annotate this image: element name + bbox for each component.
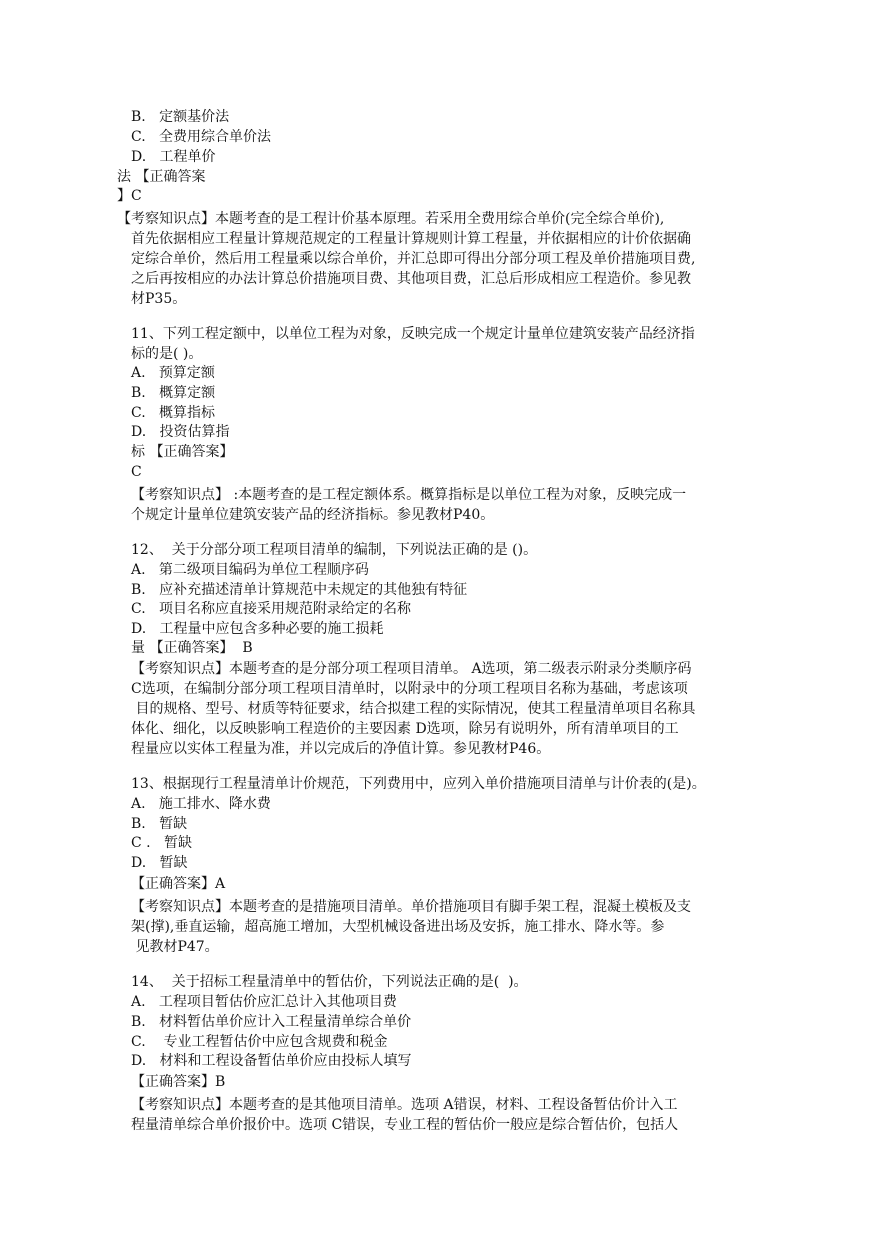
text-line: 【考察知识点】 :本题考查的是工程定额体系。概算指标是以单位工程为对象，反映完成一: [131, 487, 687, 503]
text-line: 标的是( )。: [131, 346, 203, 362]
text-line: 标 【正确答案】: [131, 444, 234, 460]
text-line: A. 施工排水、降水费: [131, 796, 271, 812]
text-line: C选项，在编制分部分项工程项目清单时，以附录中的分项工程项目名称为基础，考虑该项: [131, 681, 688, 697]
text-line: B. 概算定额: [131, 385, 216, 401]
text-line: C. 项目名称应直接采用规范附录给定的名称: [131, 601, 412, 617]
text-line: A. 第二级项目编码为单位工程顺序码: [131, 562, 369, 578]
text-line: 12、 关于分部分项工程项目清单的编制，下列说法正确的是 ()。: [131, 542, 538, 558]
text-line: A. 工程项目暂估价应汇总计入其他项目费: [131, 994, 397, 1010]
text-line: 【考察知识点】本题考查的是工程计价基本原理。若采用全费用综合单价(完全综合单价),: [117, 211, 665, 227]
text-line: C. 概算指标: [131, 405, 216, 421]
text-line: C . 暂缺: [131, 835, 192, 851]
text-line: 之后再按相应的办法计算总价措施项目费、其他项目费，汇总后形成相应工程造价。参见教: [131, 271, 691, 287]
text-line: D. 工程量中应包含多种必要的施工损耗: [131, 621, 384, 637]
text-line: 个规定计量单位建筑安装产品的经济指标。参见教材P40。: [131, 507, 495, 523]
text-line: D. 暂缺: [131, 855, 188, 871]
text-line: 目的规格、型号、材质等特征要求，结合拟建工程的实际情况，使其工程量清单项目名称具: [131, 701, 696, 717]
text-line: 【考察知识点】本题考查的是分部分项工程项目清单。 A选项，第二级表示附录分类顺序码: [131, 661, 692, 677]
text-line: A. 预算定额: [131, 365, 215, 381]
text-line: 13、根据现行工程量清单计价规范，下列费用中，应列入单价措施项目清单与计价表的(是)。: [131, 776, 706, 792]
text-line: 见教材P47。: [131, 939, 219, 955]
text-line: 材P35。: [131, 291, 187, 307]
text-line: 】C: [117, 188, 142, 204]
text-line: 体化、细化，以反映影响工程造价的主要因素 D选项，除另有说明外，所有清单项目的工: [131, 721, 679, 737]
text-line: B. 应补充描述清单计算规范中未规定的其他独有特征: [131, 582, 468, 598]
text-line: 架(撑),垂直运输，超高施工增加，大型机械设备进出场及安拆，施工排水、降水等。参: [131, 919, 665, 935]
text-line: 法 【正确答案: [117, 169, 206, 185]
text-line: B. 暂缺: [131, 816, 188, 832]
text-line: 定综合单价，然后用工程量乘以综合单价，并汇总即可得出分部分项工程及单价措施项目费,: [131, 251, 696, 267]
text-line: 程量应以实体工程量为准，并以完成后的净值计算。参见教材P46。: [131, 741, 551, 757]
text-line: C. 全费用综合单价法: [131, 129, 272, 145]
text-line: B. 定额基价法: [131, 109, 230, 125]
text-line: D. 材料和工程设备暂估单价应由投标人填写: [131, 1053, 412, 1069]
text-line: 量 【正确答案】 B: [131, 640, 253, 656]
text-line: 【正确答案】A: [131, 876, 226, 892]
text-line: B. 材料暂估单价应计入工程量清单综合单价: [131, 1014, 412, 1030]
text-line: C. 专业工程暂估价中应包含规费和税金: [131, 1034, 388, 1050]
text-line: 【考察知识点】本题考查的是措施项目清单。单价措施项目有脚手架工程，混凝土模板及支: [131, 899, 691, 915]
text-line: 【正确答案】B: [131, 1074, 226, 1090]
text-line: 11、下列工程定额中，以单位工程为对象，反映完成一个规定计量单位建筑安装产品经济指: [131, 326, 695, 342]
text-line: 程量清单综合单价报价中。选项 C错误，专业工程的暂估价一般应是综合暂估价，包括人: [131, 1117, 679, 1133]
text-line: 首先依据相应工程量计算规范规定的工程量计算规则计算工程量，并依据相应的计价依据确: [131, 231, 691, 247]
text-line: D. 投资估算指: [131, 424, 230, 440]
text-line: C: [131, 464, 142, 480]
text-line: D. 工程单价: [131, 149, 216, 165]
text-line: 【考察知识点】本题考查的是其他项目清单。选项 A错误，材料、工程设备暂估价计入工: [131, 1097, 678, 1113]
text-line: 14、 关于招标工程量清单中的暂估价，下列说法正确的是( )。: [131, 974, 528, 990]
